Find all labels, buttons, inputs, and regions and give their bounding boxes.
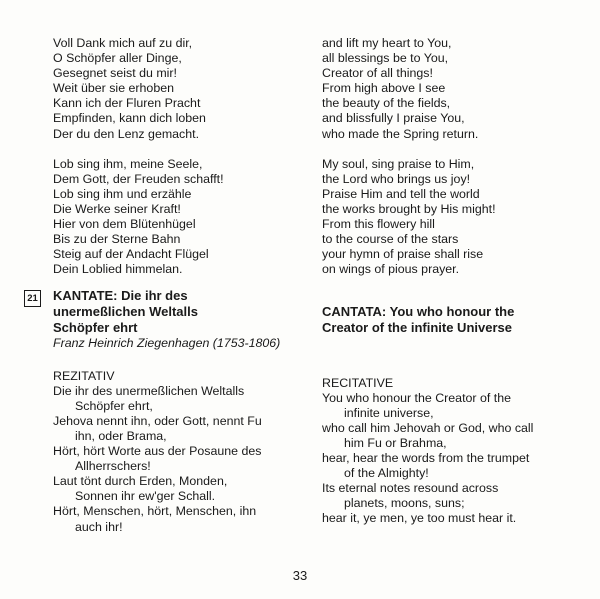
- recitative-line: Die ihr des unermeßlichen Weltalls: [53, 383, 245, 398]
- verse-line: Lob sing ihm, meine Seele,: [53, 156, 203, 171]
- verse-line: Hier von dem Blütenhügel: [53, 217, 196, 232]
- heading-line: Creator of the infinite Universe: [322, 319, 512, 335]
- german-section-label: REZITATIV: [53, 368, 115, 383]
- verse-line: Praise Him and tell the world: [322, 186, 480, 201]
- recitative-line: hear, hear the words from the trumpet: [322, 450, 530, 465]
- heading-line: CANTATA: You who honour the: [322, 303, 515, 319]
- recitative-line: auch ihr!: [75, 519, 123, 534]
- verse-line: who made the Spring return.: [322, 126, 479, 141]
- english-stanza-2: [322, 157, 584, 278]
- german-column: [53, 36, 308, 535]
- verse-line: From this flowery hill: [322, 217, 435, 232]
- english-recitative: [322, 391, 584, 527]
- verse-line: to the course of the stars: [322, 232, 459, 247]
- heading-line: Schöpfer ehrt: [53, 319, 138, 335]
- recitative-line: ihn, oder Brama,: [75, 428, 167, 443]
- recitative-line: You who honour the Creator of the: [322, 390, 511, 405]
- recitative-line: Its eternal notes resound across: [322, 481, 499, 496]
- verse-line: Bis zu der Sterne Bahn: [53, 232, 181, 247]
- verse-line: Creator of all things!: [322, 66, 433, 81]
- verse-line: Voll Dank mich auf zu dir,: [53, 36, 193, 50]
- verse-line: My soul, sing praise to Him,: [322, 156, 475, 171]
- verse-line: Die Werke seiner Kraft!: [53, 202, 181, 217]
- verse-line: and blissfully I praise You,: [322, 111, 465, 126]
- recitative-line: Hört, Menschen, hört, Menschen, ihn: [53, 504, 257, 519]
- verse-line: the beauty of the fields,: [322, 96, 451, 111]
- verse-line: Dein Loblied himmelan.: [53, 262, 183, 277]
- verse-line: and lift my heart to You,: [322, 36, 452, 50]
- verse-line: From high above I see: [322, 81, 446, 96]
- recitative-line: planets, moons, suns;: [344, 496, 465, 511]
- verse-line: the Lord who brings us joy!: [322, 171, 471, 186]
- english-cantata-heading: [322, 304, 584, 336]
- verse-line: your hymn of praise shall rise: [322, 247, 484, 262]
- verse-line: on wings of pious prayer.: [322, 262, 460, 277]
- recitative-line: who call him Jehovah or God, who call: [322, 420, 534, 435]
- german-cantata-heading: [53, 288, 308, 336]
- recitative-line: Schöpfer ehrt,: [75, 398, 153, 413]
- verse-line: Weit über sie erhoben: [53, 81, 174, 96]
- recitative-line: him Fu or Brahma,: [344, 435, 447, 450]
- page-number: 33: [292, 568, 308, 583]
- recitative-line: of the Almighty!: [344, 466, 429, 481]
- author-credit: Franz Heinrich Ziegenhagen (1753-1806): [53, 335, 281, 350]
- recitative-line: Jehova nennt ihn, oder Gott, nennt Fu: [53, 413, 262, 428]
- verse-line: Der du den Lenz gemacht.: [53, 126, 200, 141]
- recitative-line: hear it, ye men, ye too must hear it.: [322, 511, 517, 526]
- verse-line: O Schöpfer aller Dinge,: [53, 51, 182, 66]
- track-number-badge: 21: [24, 290, 41, 307]
- german-stanza-2: [53, 157, 308, 278]
- heading-line: KANTATE: Die ihr des: [53, 287, 188, 303]
- verse-line: Kann ich der Fluren Pracht: [53, 96, 201, 111]
- verse-line: Lob sing ihm und erzähle: [53, 186, 192, 201]
- recitative-line: Sonnen ihr ew'ger Schall.: [75, 489, 216, 504]
- recitative-line: infinite universe,: [344, 405, 434, 420]
- english-column: [322, 36, 584, 526]
- english-stanza-1: [322, 36, 584, 142]
- verse-line: Gesegnet seist du mir!: [53, 66, 177, 81]
- recitative-line: Laut tönt durch Erden, Monden,: [53, 474, 228, 489]
- german-stanza-1: [53, 36, 308, 142]
- verse-line: Dem Gott, der Freuden schafft!: [53, 171, 224, 186]
- english-section-label: RECITATIVE: [322, 375, 394, 390]
- verse-line: the works brought by His might!: [322, 202, 496, 217]
- german-recitative: [53, 384, 308, 535]
- recitative-line: Hört, hört Worte aus der Posaune des: [53, 444, 262, 459]
- recitative-line: Allherrschers!: [75, 459, 151, 474]
- verse-line: Steig auf der Andacht Flügel: [53, 247, 209, 262]
- verse-line: all blessings be to You,: [322, 51, 449, 66]
- verse-line: Empfinden, kann dich loben: [53, 111, 206, 126]
- heading-line: unermeßlichen Weltalls: [53, 303, 198, 319]
